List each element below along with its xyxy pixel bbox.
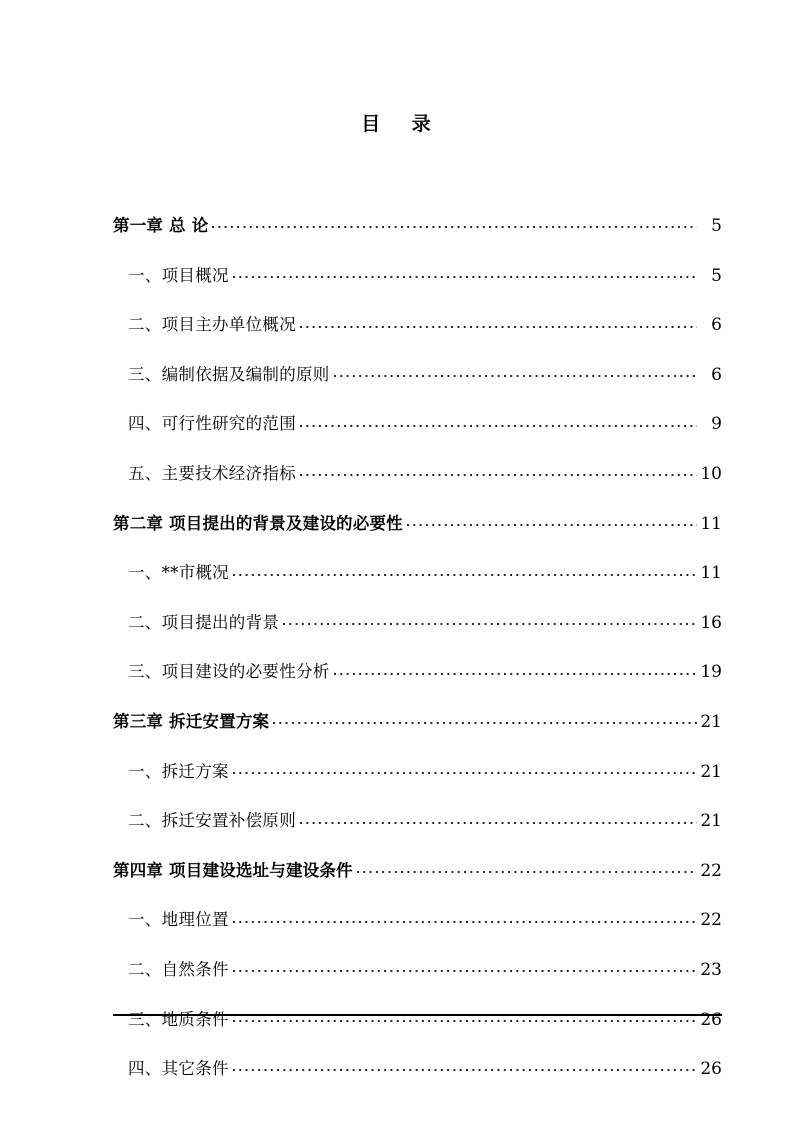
dot-leader [233,1008,697,1025]
dot-leader [357,859,697,876]
toc-entry-label: 三、地质条件 [128,1009,229,1029]
toc-entry-label: 一、**市概况 [128,563,230,583]
toc-sub-entry[interactable] [113,361,722,411]
toc-entry-label: 第四章 项目建设选址与建设条件 [113,860,353,880]
toc-entry-page-number: 21 [700,711,722,732]
toc-entry-page-number: 21 [700,761,722,782]
dot-leader [334,363,697,380]
toc-entry-label: 一、地理位置 [128,910,229,930]
toc-chapter-entry[interactable] [113,857,722,907]
dot-leader [233,562,697,579]
dot-leader [407,512,697,529]
toc-sub-entry[interactable] [113,460,722,510]
toc-entry-page-number: 26 [700,1059,722,1080]
toc-entry-label: 二、项目主办单位概况 [128,315,296,335]
toc-entry-page-number: 5 [711,216,722,236]
bottom-divider [113,1014,722,1016]
toc-entry-page-number: 16 [700,612,722,633]
toc-entry-page-number: 23 [700,959,722,980]
toc-entry-label: 第二章 项目提出的背景及建设的必要性 [113,513,403,533]
toc-sub-entry[interactable] [113,807,722,857]
dot-leader [334,661,697,678]
toc-chapter-entry[interactable] [113,708,722,758]
toc-entry-page-number: 11 [700,563,722,584]
dot-leader [283,611,697,628]
toc-sub-entry[interactable] [113,262,722,312]
toc-entry-label: 四、其它条件 [128,1059,229,1079]
dot-leader [212,215,697,232]
toc-sub-entry[interactable] [113,1055,722,1105]
toc-sub-entry[interactable] [113,758,722,808]
toc-entry-page-number: 21 [700,811,722,832]
toc-entry-label: 五、主要技术经济指标 [128,463,296,483]
toc-entry-page-number: 26 [700,1009,722,1030]
toc-sub-entry[interactable] [113,658,722,708]
dot-leader [300,314,697,331]
toc-entry-page-number: 9 [711,414,722,435]
toc-entry-page-number: 10 [700,463,722,484]
toc-chapter-entry[interactable] [113,212,722,262]
toc-entry-page-number: 19 [700,662,722,683]
toc-entry-page-number: 22 [700,910,722,931]
toc-entry-label: 二、自然条件 [128,959,229,979]
dot-leader [300,462,697,479]
toc-entry-page-number: 11 [700,513,722,534]
toc-chapter-entry[interactable] [113,510,722,560]
toc-entry-label: 一、项目概况 [128,265,229,285]
toc-entry-label: 二、项目提出的背景 [128,612,280,632]
toc-entry-page-number: 5 [711,265,722,286]
dot-leader [273,710,697,727]
toc-entry-label: 第三章 拆迁安置方案 [113,711,270,731]
dot-leader [233,1058,697,1075]
dot-leader [300,413,697,430]
dot-leader [233,958,697,975]
dot-leader [233,760,697,777]
toc-entry-label: 第一章 总 论 [113,216,209,235]
toc-sub-entry[interactable] [113,311,722,361]
toc-sub-entry[interactable] [113,956,722,1006]
dot-leader [300,810,697,827]
toc-sub-entry[interactable] [113,1006,722,1056]
toc-entry-label: 二、拆迁安置补偿原则 [128,811,296,831]
page-title: 目 录 [361,113,432,135]
toc-entry-page-number: 22 [700,860,722,881]
toc-entry-label: 三、项目建设的必要性分析 [128,662,330,682]
dot-leader [233,264,697,281]
table-of-contents-list [113,212,722,1105]
toc-entry-label: 四、可行性研究的范围 [128,414,296,434]
toc-sub-entry[interactable] [113,410,722,460]
toc-entry-label: 三、编制依据及编制的原则 [128,364,330,384]
toc-entry-label: 一、拆迁方案 [128,761,229,781]
toc-sub-entry[interactable] [113,906,722,956]
toc-sub-entry[interactable] [113,559,722,609]
toc-entry-page-number: 6 [711,364,722,385]
toc-sub-entry[interactable] [113,609,722,659]
dot-leader [233,909,697,926]
toc-entry-page-number: 6 [711,315,722,336]
